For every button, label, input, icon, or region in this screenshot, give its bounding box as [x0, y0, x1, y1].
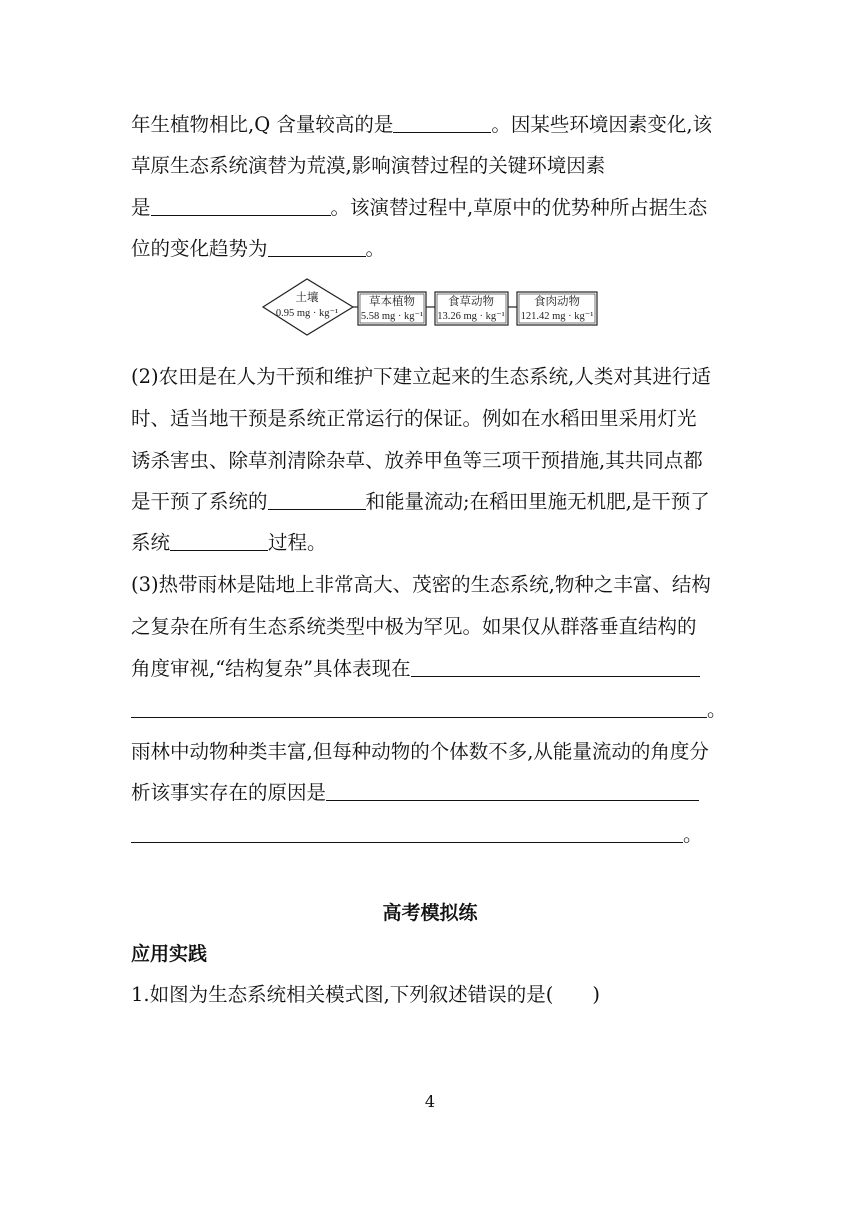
answer-blank[interactable]	[393, 113, 491, 133]
answer-blank[interactable]	[170, 531, 268, 551]
q3-line3	[131, 656, 700, 682]
q3-line2: 之复杂在所有生态系统类型中极为罕见。如果仅从群落垂直结构的	[131, 615, 697, 638]
answer-blank[interactable]	[268, 237, 366, 257]
q2-text: 系统	[131, 531, 171, 554]
q1-line2: 草原生态系统演替为荒漠,影响演替过程的关键环境因素	[131, 154, 606, 177]
q3-line4	[131, 697, 727, 723]
plant-value: 5.58 mg · kg⁻¹	[360, 311, 424, 322]
q2-line1: (2)农田是在人为干预和维护下建立起来的生态系统,人类对其进行适	[131, 365, 711, 388]
answer-blank[interactable]	[411, 657, 700, 677]
herbivore-value: 13.26 mg · kg⁻¹	[437, 311, 505, 322]
carnivore-value: 121.42 mg · kg⁻¹	[520, 311, 594, 322]
q1-line1	[131, 112, 712, 138]
q1-text: 。	[365, 237, 386, 260]
answer-blank[interactable]	[326, 781, 699, 801]
q3-line6	[131, 780, 699, 806]
q3-text: 角度审视,“结构复杂”具体表现在	[131, 657, 411, 680]
q1-text: 位的变化趋势为	[131, 237, 268, 260]
q1-text: 。因某些环境因素变化,该	[491, 113, 713, 136]
q1-text: 是	[131, 196, 151, 219]
carnivore-name: 食肉动物	[534, 296, 580, 308]
plant-name: 草本植物	[369, 296, 415, 308]
q1-line4	[131, 236, 385, 262]
question-1: 1.如图为生态系统相关模式图,下列叙述错误的是( )	[131, 983, 601, 1006]
q1-line3	[131, 195, 707, 221]
q1-text: 。该演替过程中,草原中的优势种所占据生态	[330, 196, 708, 219]
q3-line1: (3)热带雨林是陆地上非常高大、茂密的生态系统,物种之丰富、结构	[131, 573, 711, 596]
section-title: 高考模拟练	[382, 902, 478, 924]
q2-line2: 时、适当地干预是系统正常运行的保证。例如在水稻田里采用灯光	[131, 407, 697, 430]
answer-blank[interactable]	[268, 490, 366, 510]
q3-line5: 雨林中动物种类丰富,但每种动物的个体数不多,从能量流动的角度分	[131, 740, 709, 763]
q2-text: 是干预了系统的	[131, 490, 268, 513]
herbivore-name: 食草动物	[448, 296, 494, 308]
q2-line5	[131, 530, 327, 556]
section-subtitle: 应用实践	[131, 943, 208, 965]
soil-name: 土壤	[295, 292, 319, 304]
q3-text: 。	[707, 698, 727, 721]
soil-value: 0.95 mg · kg⁻¹	[275, 308, 339, 319]
q2-text: 和能量流动;在稻田里施无机肥,是干预了	[365, 490, 710, 513]
q3-text: 。	[683, 823, 703, 846]
q2-line4	[131, 489, 710, 515]
q3-text: 析该事实存在的原因是	[131, 781, 327, 804]
answer-blank[interactable]	[131, 823, 683, 843]
q2-text: 过程。	[268, 531, 327, 554]
soil-diamond	[263, 279, 353, 335]
page-number: 4	[424, 1092, 436, 1111]
answer-blank[interactable]	[151, 196, 331, 216]
q3-line7	[131, 822, 703, 848]
answer-blank[interactable]	[131, 698, 707, 718]
q2-line3: 诱杀害虫、除草剂清除杂草、放养甲鱼等三项干预措施,其共同点都	[131, 449, 703, 472]
food-chain-figure	[260, 274, 600, 340]
q1-text: 年生植物相比,Q 含量较高的是	[131, 113, 394, 136]
